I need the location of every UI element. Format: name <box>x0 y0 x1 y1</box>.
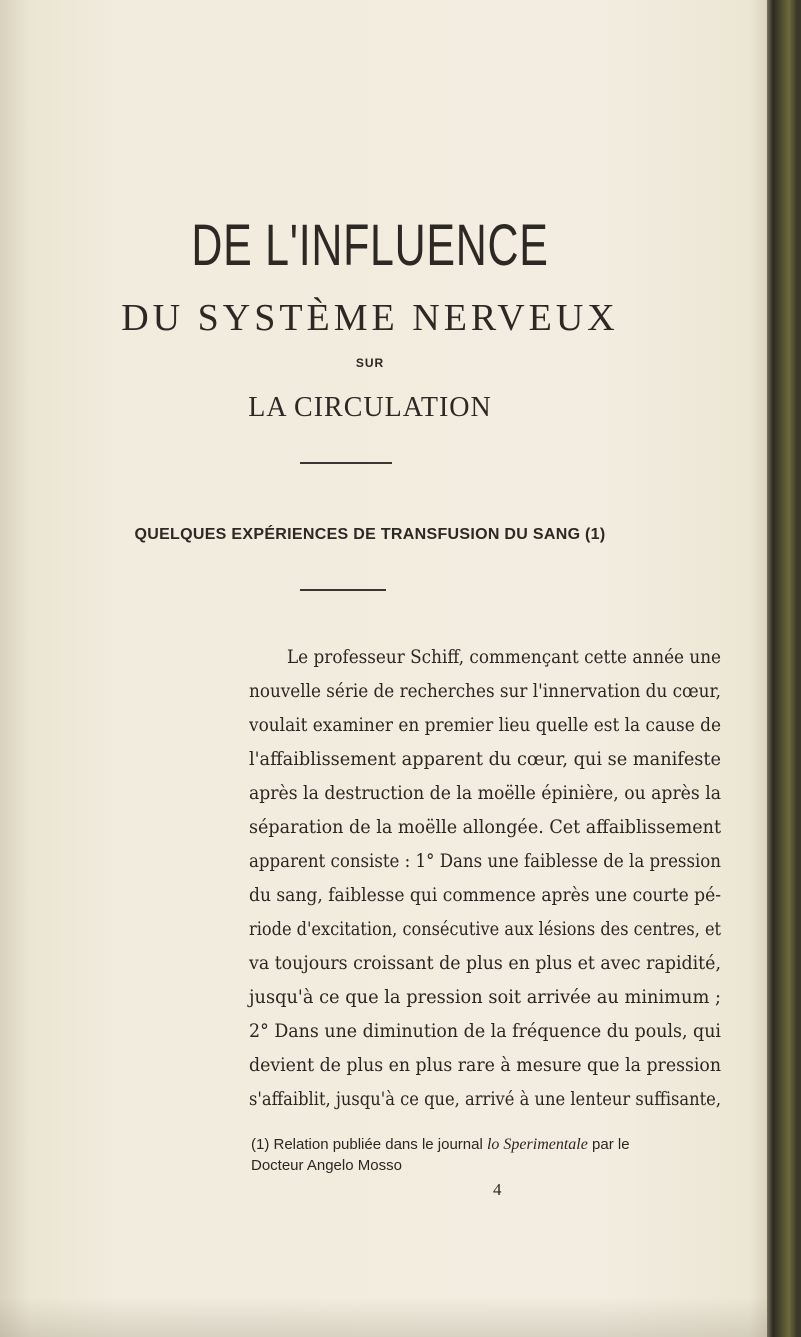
title-sub: DU SYSTÈME NERVEUX <box>121 297 619 339</box>
body-line: après la destruction de la moëlle épinière, ou après la <box>249 782 721 804</box>
divider-rule-top <box>300 462 392 464</box>
footnote-text: par le <box>587 1136 630 1153</box>
body-line: 2° Dans une diminution de la fréquence du pouls, qui <box>249 1020 721 1042</box>
body-line: apparent consiste : 1° Dans une faiblesse de la pression <box>249 850 721 872</box>
signature-mark: 4 <box>493 1180 502 1199</box>
body-line: nouvelle série de recherches sur l'innervation du cœur, <box>249 680 722 702</box>
divider-rule-bottom <box>300 589 386 591</box>
section-subheading: QUELQUES EXPÉRIENCES DE TRANSFUSION DU SANG (1) <box>134 526 606 543</box>
footnote-journal: lo Sperimentale <box>486 1136 588 1153</box>
body-line: Le professeur Schiff, commençant cette année une <box>287 646 722 668</box>
footnote-line-2: Docteur Angelo Mosso <box>251 1157 402 1174</box>
body-line: séparation de la moëlle allongée. Cet affaiblissement <box>249 816 722 838</box>
title-main: DE L'INFLUENCE <box>191 213 549 278</box>
page-bottom-shadow <box>0 1297 767 1337</box>
body-line: du sang, faiblesse qui commence après une courte pé- <box>249 884 721 906</box>
footnote-line-1 <box>251 1136 630 1154</box>
title-subject: LA CIRCULATION <box>248 392 492 423</box>
body-line: voulait examiner en premier lieu quelle est la cause de <box>249 714 721 736</box>
footnote-text: (1) Relation publiée dans le journal <box>251 1136 487 1153</box>
body-line: va toujours croissant de plus en plus et avec rapidité, <box>249 952 721 974</box>
body-line: s'affaiblit, jusqu'à ce que, arrivé à une lenteur suffisante, <box>249 1088 722 1110</box>
body-line: riode d'excitation, consécutive aux lésions des centres, et <box>249 918 722 940</box>
book-spine-edge <box>767 0 801 1337</box>
body-line: l'affaiblissement apparent du cœur, qui se manifeste <box>249 748 722 770</box>
title-connector: SUR <box>355 356 385 370</box>
body-line: devient de plus en plus rare à mesure que la pression <box>249 1054 722 1076</box>
body-line: jusqu'à ce que la pression soit arrivée au minimum ; <box>249 986 721 1008</box>
